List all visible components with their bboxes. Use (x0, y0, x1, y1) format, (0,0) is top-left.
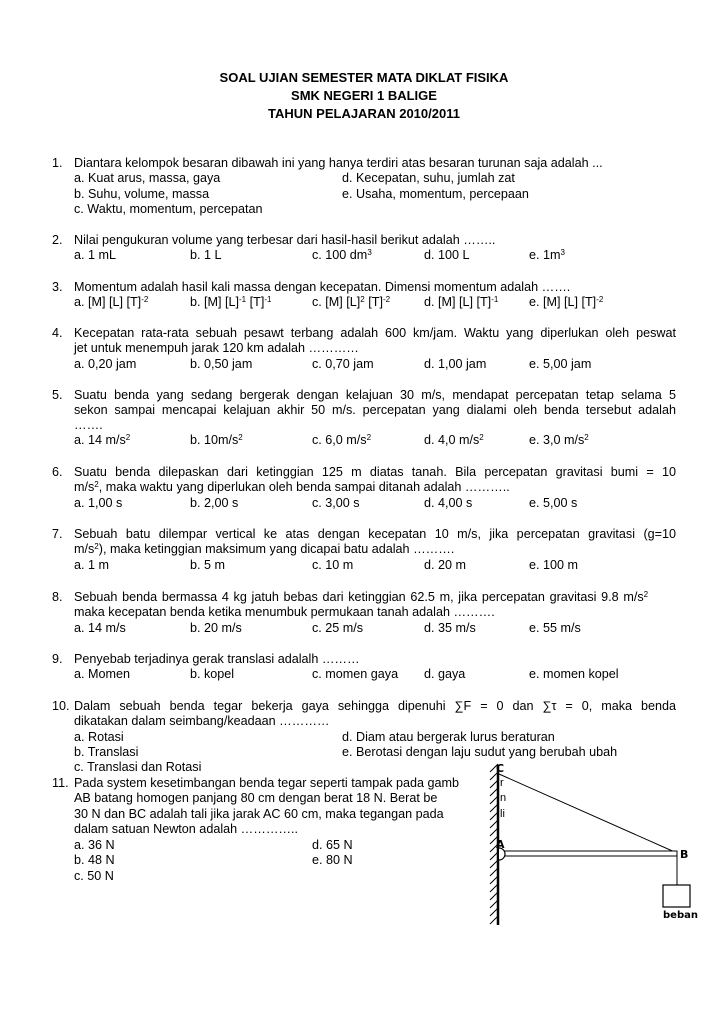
option-d: d. [M] [L] $[T]^{-1}$ (424, 295, 499, 309)
label-c: C (496, 762, 505, 775)
beam-ab (504, 851, 677, 856)
label-b: B (680, 848, 689, 861)
question-text: Momentum adalah hasil kali massa dengan kecepatan. Dimensi momentum adalah ……. (74, 280, 571, 294)
question-number: 8. (52, 590, 63, 604)
option-c: c. Waktu, momentum, percepatan (74, 202, 263, 216)
question-number: 9. (52, 652, 63, 666)
question-text-line: Sebuah benda bermassa 4 kg jatuh bebas dari ketinggian 62.5 m, jika percepatan gravitasi 9.8 $m/s^2$ (74, 590, 649, 604)
question-text-line: 30 N dan BC adalah tali jika jarak AC 60 cm, maka tegangan pada (74, 807, 444, 821)
option-b: b. 2,00 s (190, 496, 239, 510)
option-b: b. $10m/s^2$ (190, 433, 243, 447)
option-b: b. 0,50 jam (190, 357, 253, 371)
load-box (663, 885, 690, 907)
option-b: b. 1 L (190, 248, 222, 262)
question-text-line: Dalam sebuah benda tegar bekerja gaya sehingga dipenuhi ∑F = 0 dan ∑τ = 0, maka benda (74, 699, 676, 713)
exam-title: SOAL UJIAN SEMESTER MATA DIKLAT FISIKA (219, 70, 509, 85)
question-number: 1. (52, 156, 63, 170)
option-b: b. Suhu, volume, massa (74, 187, 210, 201)
option-d: d. gaya (424, 667, 466, 681)
option-c: c. 3,00 s (312, 496, 360, 510)
option-e: e. 3,0 $m/s^2$ (529, 433, 589, 447)
question-text-line: Kecepatan rata-rata sebuah pesawt terbang adalah 600 km/jam. Waktu yang diperlukan oleh peswat (74, 326, 676, 340)
question-text-line: Suatu benda dilepaskan dari ketinggian 125 m diatas tanah. Bila percepatan gravitasi bumi = 10 (74, 465, 676, 479)
school-name: SMK NEGERI 1 BALIGE (291, 88, 437, 103)
academic-year: TAHUN PELAJARAN 2010/2011 (268, 106, 460, 121)
question-number: 7. (52, 527, 63, 541)
text-fragment: n (500, 792, 507, 804)
option-b: b. kopel (190, 667, 235, 681)
option-d: d. 65 N (312, 838, 353, 852)
option-a: a. 36 N (74, 838, 115, 852)
option-c: c. 25 m/s (312, 621, 364, 635)
option-c: c. 50 N (74, 869, 114, 883)
question-text-line: maka kecepatan benda ketika menumbuk permukaan tanah adalah ………. (74, 605, 495, 619)
option-d: d. 4,0 $m/s^2$ (424, 433, 484, 447)
option-a: a. 14 $m/s^2$ (74, 433, 131, 447)
question-text: Diantara kelompok besaran dibawah ini yang hanya terdiri atas besaran turunan saja adalah ... (74, 156, 603, 170)
option-e: e. $1m^3$ (529, 248, 565, 262)
option-b: b. Translasi (74, 745, 139, 759)
option-a: a. 1,00 s (74, 496, 123, 510)
question-number: 11. (52, 776, 69, 790)
question-text-line: jet untuk menempuh jarak 120 km adalah ………… (74, 341, 359, 355)
option-c: c. 10 m (312, 558, 354, 572)
question-text-line: AB batang homogen panjang 80 cm dengan berat 18 N. Berat be (74, 791, 438, 805)
question-text: Nilai pengukuran volume yang terbesar dari hasil-hasil berikut adalah …….. (74, 233, 496, 247)
text-fragment: li (500, 808, 505, 820)
option-d: d. 1,00 jam (424, 357, 487, 371)
option-a: a. 1 mL (74, 248, 116, 262)
question-text-line: Sebuah batu dilempar vertical ke atas dengan kecepatan 10 m/s, jika percepatan gravitasi (g=10 (74, 527, 676, 541)
option-c: c. 6,0 $m/s^2$ (312, 433, 372, 447)
option-a: a. 0,20 jam (74, 357, 137, 371)
option-a: a. [M] [L] $[T]^{-2}$ (74, 295, 149, 309)
question-text-line: Pada system kesetimbangan benda tegar seperti tampak pada gamb (74, 776, 460, 790)
question-number: 2. (52, 233, 63, 247)
option-d: d. 100 L (424, 248, 470, 262)
option-d: d. Kecepatan, suhu, jumlah zat (342, 171, 515, 185)
question-number: 3. (52, 280, 63, 294)
option-c: c. Translasi dan Rotasi (74, 760, 202, 774)
option-a: a. 14 m/s (74, 621, 126, 635)
option-c: c. [M] $[L]^2$ $[T]^{-2}$ (312, 295, 391, 309)
question-number: 10. (52, 699, 70, 713)
text-fragment: r (500, 777, 504, 789)
option-b: b. 20 m/s (190, 621, 242, 635)
option-d: d. 4,00 s (424, 496, 473, 510)
option-e: e. Usaha, momentum, percepaan (342, 187, 529, 201)
option-e: e. 55 m/s (529, 621, 581, 635)
option-d: d. 35 m/s (424, 621, 476, 635)
equilibrium-diagram (470, 760, 700, 930)
question-text: Penyebab terjadinya gerak translasi adalalh ……… (74, 652, 360, 666)
option-a: a. Momen (74, 667, 130, 681)
option-b: b. 48 N (74, 853, 115, 867)
option-e: e. momen kopel (529, 667, 619, 681)
option-c: c. momen gaya (312, 667, 399, 681)
option-d: d. 20 m (424, 558, 466, 572)
question-text-line: Suatu benda yang sedang bergerak dengan kelajuan 30 m/s, mendapat percepatan tetap selama 5 (74, 388, 676, 402)
question-number: 4. (52, 326, 63, 340)
question-text-line: dikatakan dalam seimbang/keadaan ………… (74, 714, 330, 728)
question-text-line: sekon sampai mencapai kelajuan akhir 50 m/s. percepatan yang dialami oleh benda tersebut adalah (74, 403, 676, 417)
option-b: b. 5 m (190, 558, 225, 572)
option-e: e. 5,00 jam (529, 357, 592, 371)
label-beban: beban (663, 910, 698, 921)
label-a: A (496, 838, 505, 851)
option-d: d. Diam atau bergerak lurus beraturan (342, 730, 555, 744)
option-c: c. 0,70 jam (312, 357, 374, 371)
option-e: e. Berotasi dengan laju sudut yang berubah ubah (342, 745, 618, 759)
option-e: e. 100 m (529, 558, 579, 572)
question-text-line: dalam satuan Newton adalah ………….. (74, 822, 299, 836)
option-e: e. 80 N (312, 853, 353, 867)
question-number: 6. (52, 465, 63, 479)
option-a: a. Kuat arus, massa, gaya (74, 171, 221, 185)
question-number: 5. (52, 388, 63, 402)
option-a: a. Rotasi (74, 730, 124, 744)
option-e: e. [M] [L] $[T]^{-2}$ (529, 295, 604, 309)
question-text-line: $m/s^2$), maka ketinggian maksimum yang dicapai batu adalah ………. (74, 542, 455, 556)
question-text-line: ……. (74, 418, 103, 432)
option-a: a. 1 m (74, 558, 109, 572)
question-text-line: $m/s^2$, maka waktu yang diperlukan oleh benda sampai ditanah adalah ……….. (74, 480, 510, 494)
option-b: b. [M] $[L]^{-1}$ $[T]^{-1}$ (190, 295, 272, 309)
rope-bc (499, 774, 677, 853)
option-e: e. 5,00 s (529, 496, 578, 510)
option-c: c. 100 $dm^3$ (312, 248, 372, 262)
